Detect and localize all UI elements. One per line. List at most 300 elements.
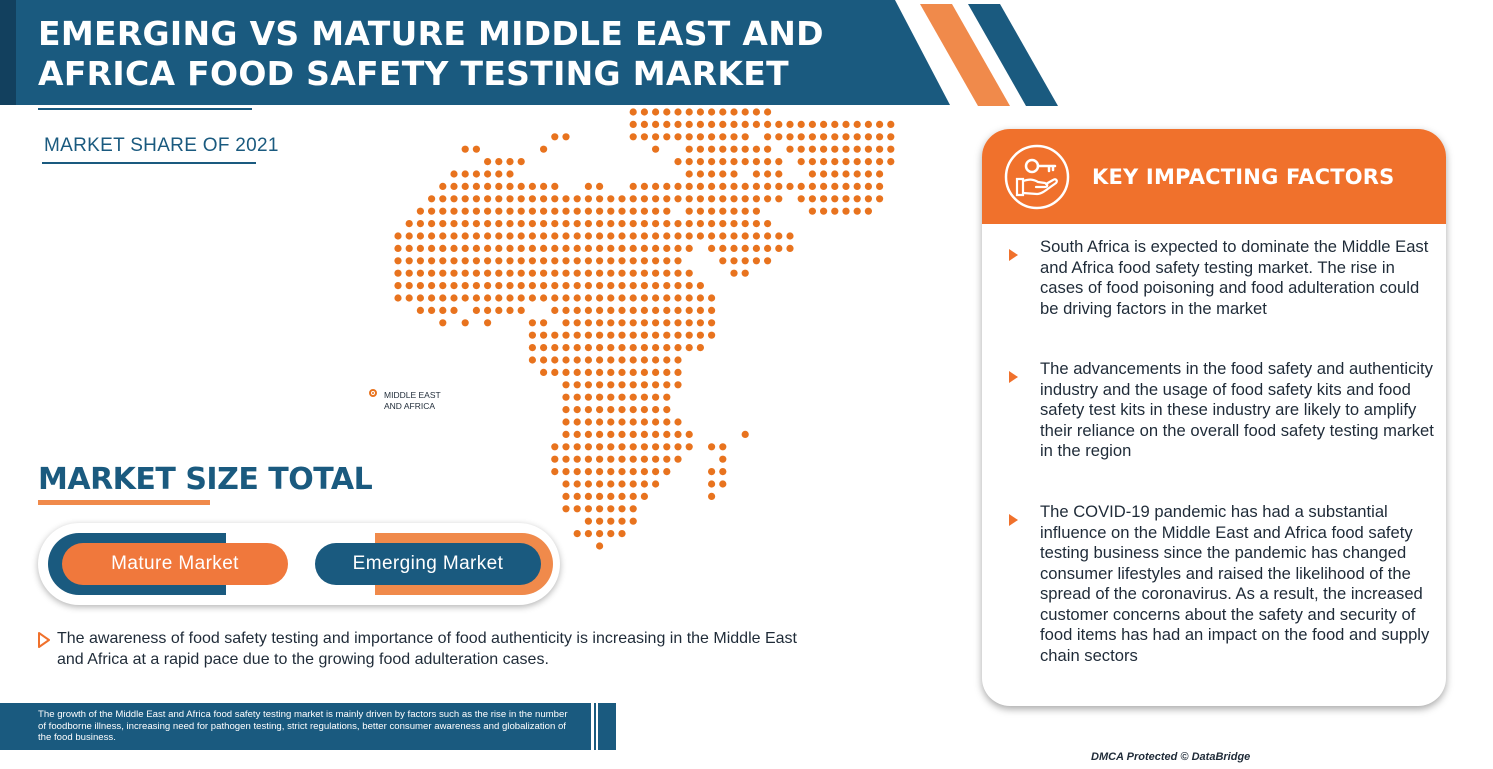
map-dot [887, 121, 894, 128]
map-dot [708, 294, 715, 301]
map-dot [439, 282, 446, 289]
map-dot [585, 232, 592, 239]
map-dot [865, 195, 872, 202]
map-dot [462, 282, 469, 289]
map-dot [585, 530, 592, 537]
map-dot [618, 232, 625, 239]
map-dot [697, 282, 704, 289]
map-dot [495, 245, 502, 252]
map-dot [473, 307, 480, 314]
map-dot [439, 232, 446, 239]
map-dot [596, 493, 603, 500]
map-dot [473, 146, 480, 153]
map-dot [663, 431, 670, 438]
map-dot [719, 170, 726, 177]
map-dot [854, 195, 861, 202]
map-dot [809, 133, 816, 140]
map-dot [607, 257, 614, 264]
map-dot [697, 307, 704, 314]
map-dot [686, 146, 693, 153]
map-dot [574, 195, 581, 202]
growth-summary-text: The growth of the Middle East and Africa food safety testing market is mainly driven by factors such as the rise in the number of foodborne illness, increasing need for pathogen testing, strict regulations, better consumer awareness and globalization of the food business. [38, 709, 568, 743]
map-dot [697, 220, 704, 227]
map-dot [663, 381, 670, 388]
market-size-title: MARKET SIZE TOTAL [38, 462, 373, 497]
map-dot [585, 344, 592, 351]
map-dot [674, 257, 681, 264]
map-dot [618, 319, 625, 326]
map-dot [753, 245, 760, 252]
map-dot [775, 245, 782, 252]
map-dot [484, 158, 491, 165]
map-dot [406, 245, 413, 252]
map-dot [607, 443, 614, 450]
map-dot [596, 220, 603, 227]
map-dot [652, 356, 659, 363]
map-dot [641, 406, 648, 413]
map-dot [742, 158, 749, 165]
map-dot [641, 208, 648, 215]
map-dot [820, 170, 827, 177]
map-dot [730, 257, 737, 264]
map-dot [574, 208, 581, 215]
map-dot [630, 183, 637, 190]
map-dot [674, 108, 681, 115]
map-dot [831, 146, 838, 153]
map-dot [663, 356, 670, 363]
map-dot [686, 220, 693, 227]
map-dot [484, 270, 491, 277]
market-share-underline [42, 162, 256, 164]
map-dot [641, 431, 648, 438]
map-dot [831, 170, 838, 177]
map-dot [786, 121, 793, 128]
map-dot [450, 232, 457, 239]
map-dot [674, 381, 681, 388]
map-dot [674, 369, 681, 376]
map-dot [809, 158, 816, 165]
map-dot [518, 282, 525, 289]
map-dot [428, 282, 435, 289]
map-dot [585, 480, 592, 487]
map-dot [641, 133, 648, 140]
map-dot [417, 220, 424, 227]
map-dot [775, 170, 782, 177]
map-dot [551, 282, 558, 289]
map-dot [607, 307, 614, 314]
triangle-bullet-icon [1009, 249, 1018, 261]
map-dot [798, 133, 805, 140]
map-dot [764, 195, 771, 202]
map-dot [753, 158, 760, 165]
map-dot [540, 294, 547, 301]
map-dot [842, 183, 849, 190]
map-dot [562, 294, 569, 301]
map-dot [596, 195, 603, 202]
map-dot [831, 121, 838, 128]
map-dot [719, 133, 726, 140]
map-dot [518, 183, 525, 190]
map-dot [540, 195, 547, 202]
map-dot [540, 232, 547, 239]
map-dot [607, 232, 614, 239]
map-dot [540, 270, 547, 277]
map-dot [719, 443, 726, 450]
map-dot [406, 294, 413, 301]
triangle-bullet-icon [1009, 371, 1018, 383]
map-dot [663, 133, 670, 140]
map-dot [630, 133, 637, 140]
map-dot [674, 121, 681, 128]
map-dot [518, 208, 525, 215]
map-dot [865, 158, 872, 165]
map-dot [652, 406, 659, 413]
map-dot [753, 146, 760, 153]
map-dot [506, 294, 513, 301]
map-dot [697, 108, 704, 115]
map-dot [708, 220, 715, 227]
map-dot [742, 431, 749, 438]
map-dot [764, 158, 771, 165]
map-dot [450, 257, 457, 264]
map-dot [686, 307, 693, 314]
map-dot [607, 344, 614, 351]
map-dot [630, 208, 637, 215]
map-dot [719, 158, 726, 165]
map-dot [607, 394, 614, 401]
map-dot [585, 418, 592, 425]
map-dot [753, 220, 760, 227]
map-dot [641, 418, 648, 425]
map-dot [618, 468, 625, 475]
map-dot [775, 183, 782, 190]
map-dot [652, 418, 659, 425]
map-dot [719, 195, 726, 202]
map-dot [674, 319, 681, 326]
map-dot [529, 282, 536, 289]
map-dot [495, 208, 502, 215]
map-dot [652, 270, 659, 277]
map-dot [775, 232, 782, 239]
map-dot [618, 245, 625, 252]
map-dot [562, 208, 569, 215]
map-dot [809, 170, 816, 177]
map-dot [473, 232, 480, 239]
map-dot [876, 133, 883, 140]
map-dot [865, 208, 872, 215]
map-dot [596, 418, 603, 425]
map-dot [551, 456, 558, 463]
map-dot [596, 480, 603, 487]
map-dot [439, 270, 446, 277]
map-dot [730, 146, 737, 153]
map-dot [730, 195, 737, 202]
map-dot [428, 257, 435, 264]
map-dot [630, 220, 637, 227]
map-dot [518, 220, 525, 227]
map-dot [876, 183, 883, 190]
map-dot [820, 158, 827, 165]
map-dot [753, 170, 760, 177]
map-dot [663, 418, 670, 425]
map-dot [596, 208, 603, 215]
map-dot [484, 294, 491, 301]
map-dot [708, 133, 715, 140]
map-dot [652, 332, 659, 339]
map-dot [652, 195, 659, 202]
map-dot [618, 456, 625, 463]
map-dot [730, 220, 737, 227]
mature-market-button[interactable]: Mature Market [62, 543, 288, 585]
map-dot [450, 195, 457, 202]
map-dot [831, 158, 838, 165]
map-dot [719, 232, 726, 239]
map-dot [529, 220, 536, 227]
map-dot [439, 294, 446, 301]
map-dot [585, 394, 592, 401]
map-dot [764, 257, 771, 264]
map-dot [630, 480, 637, 487]
map-dot [674, 307, 681, 314]
map-dot [775, 195, 782, 202]
map-dot [719, 480, 726, 487]
map-dot [686, 158, 693, 165]
map-dot [686, 344, 693, 351]
map-dot [495, 195, 502, 202]
hand-key-icon [1003, 143, 1071, 211]
map-dot [686, 282, 693, 289]
map-dot [406, 232, 413, 239]
map-dot [428, 270, 435, 277]
map-dot [596, 394, 603, 401]
map-dot [551, 294, 558, 301]
map-dot [417, 232, 424, 239]
map-dot [428, 307, 435, 314]
map-dot [708, 468, 715, 475]
map-dot [551, 356, 558, 363]
map-dot [585, 406, 592, 413]
map-dot [630, 232, 637, 239]
map-dot [663, 468, 670, 475]
map-dot [764, 170, 771, 177]
map-dot [607, 332, 614, 339]
map-dot [574, 356, 581, 363]
map-dot [495, 158, 502, 165]
map-dot [484, 170, 491, 177]
map-dot [708, 195, 715, 202]
map-dot [585, 493, 592, 500]
map-dot [641, 332, 648, 339]
map-dot [786, 245, 793, 252]
map-dot [540, 344, 547, 351]
map-dot [764, 133, 771, 140]
map-dot [697, 121, 704, 128]
map-dot [574, 468, 581, 475]
map-dot [462, 294, 469, 301]
map-dot [585, 307, 592, 314]
map-dot [450, 183, 457, 190]
map-dot [641, 394, 648, 401]
map-dot [540, 183, 547, 190]
map-dot [663, 270, 670, 277]
map-dot [652, 108, 659, 115]
map-dot [820, 208, 827, 215]
map-dot [809, 195, 816, 202]
map-dot [674, 332, 681, 339]
map-dot [719, 208, 726, 215]
map-dot [540, 245, 547, 252]
map-dot [439, 257, 446, 264]
map-dot [417, 270, 424, 277]
map-dot [406, 220, 413, 227]
map-dot [809, 183, 816, 190]
map-dot [854, 133, 861, 140]
map-dot [518, 294, 525, 301]
emerging-market-button[interactable]: Emerging Market [315, 543, 541, 585]
map-dot [607, 245, 614, 252]
map-dot [574, 480, 581, 487]
map-dot [473, 270, 480, 277]
factor-text: South Africa is expected to dominate the Middle East and Africa food safety testing market. The rise in cases of food poisoning and food adulteration could be driving factors in the market [1040, 237, 1429, 318]
map-dot [462, 270, 469, 277]
map-dot [462, 319, 469, 326]
map-dot [652, 220, 659, 227]
map-dot [562, 307, 569, 314]
map-dot [574, 307, 581, 314]
map-dot [551, 133, 558, 140]
map-dot [585, 270, 592, 277]
map-dot [529, 356, 536, 363]
map-dot [652, 245, 659, 252]
map-dot [562, 319, 569, 326]
map-dot [562, 505, 569, 512]
map-dot [630, 493, 637, 500]
map-dot [540, 369, 547, 376]
map-dot [529, 183, 536, 190]
map-dot [585, 208, 592, 215]
map-dot [663, 344, 670, 351]
map-dot [574, 319, 581, 326]
map-dot [495, 270, 502, 277]
map-dot [630, 468, 637, 475]
map-dot [820, 121, 827, 128]
map-dot [719, 468, 726, 475]
map-dot [562, 245, 569, 252]
map-dot [730, 270, 737, 277]
map-dot [764, 245, 771, 252]
map-dot [506, 220, 513, 227]
map-dot [686, 121, 693, 128]
map-dot [529, 319, 536, 326]
map-dot [854, 121, 861, 128]
map-dot [652, 369, 659, 376]
map-dot [607, 195, 614, 202]
map-dot [730, 232, 737, 239]
map-dot [473, 170, 480, 177]
map-dot [887, 146, 894, 153]
map-dot [630, 195, 637, 202]
map-dot [820, 183, 827, 190]
map-dot [809, 208, 816, 215]
map-dot [798, 183, 805, 190]
map-dot [641, 307, 648, 314]
map-dot [652, 431, 659, 438]
map-dot [562, 394, 569, 401]
map-dot [686, 319, 693, 326]
map-dot [473, 294, 480, 301]
map-dot [730, 245, 737, 252]
map-dot [518, 158, 525, 165]
map-dot [618, 270, 625, 277]
map-dot [607, 456, 614, 463]
map-dot [686, 270, 693, 277]
map-dot [473, 282, 480, 289]
map-dot [607, 480, 614, 487]
map-dot [394, 257, 401, 264]
map-dot [686, 133, 693, 140]
map-dot [540, 220, 547, 227]
map-dot [439, 245, 446, 252]
map-dot [607, 369, 614, 376]
map-dot [428, 294, 435, 301]
map-dot [674, 431, 681, 438]
map-dot [630, 294, 637, 301]
map-dot [719, 108, 726, 115]
map-dot [753, 195, 760, 202]
map-dot [551, 344, 558, 351]
map-dot [495, 183, 502, 190]
map-dot [764, 108, 771, 115]
map-dot [630, 456, 637, 463]
map-dot [574, 456, 581, 463]
map-dot [686, 108, 693, 115]
map-dot [708, 443, 715, 450]
map-dot [585, 468, 592, 475]
map-dot [697, 332, 704, 339]
map-dot [596, 406, 603, 413]
map-legend-label: MIDDLE EAST AND AFRICA [384, 390, 441, 411]
map-dot [641, 183, 648, 190]
map-dot [686, 195, 693, 202]
map-dot [663, 245, 670, 252]
map-dot [809, 121, 816, 128]
map-dot [674, 456, 681, 463]
map-dot [562, 133, 569, 140]
map-dot [495, 257, 502, 264]
map-dot [428, 220, 435, 227]
map-dot [484, 245, 491, 252]
map-dot [462, 170, 469, 177]
map-dot [618, 307, 625, 314]
map-dot [562, 406, 569, 413]
map-dot [708, 183, 715, 190]
map-dot [484, 183, 491, 190]
map-dot [450, 208, 457, 215]
map-dot [652, 183, 659, 190]
map-dot [708, 121, 715, 128]
factor-text: The advancements in the food safety and authenticity industry and the usage of food safety kits and food safety test kits in these industry are likely to amplify their reliance on the overall food safety testing market in the region [1040, 359, 1434, 460]
map-dot [562, 195, 569, 202]
map-dot [719, 146, 726, 153]
map-dot [742, 245, 749, 252]
map-dot [764, 232, 771, 239]
region-map [390, 104, 900, 564]
map-dot [596, 518, 603, 525]
map-dot [529, 208, 536, 215]
map-dot [764, 183, 771, 190]
map-dot [887, 158, 894, 165]
map-dot [394, 245, 401, 252]
